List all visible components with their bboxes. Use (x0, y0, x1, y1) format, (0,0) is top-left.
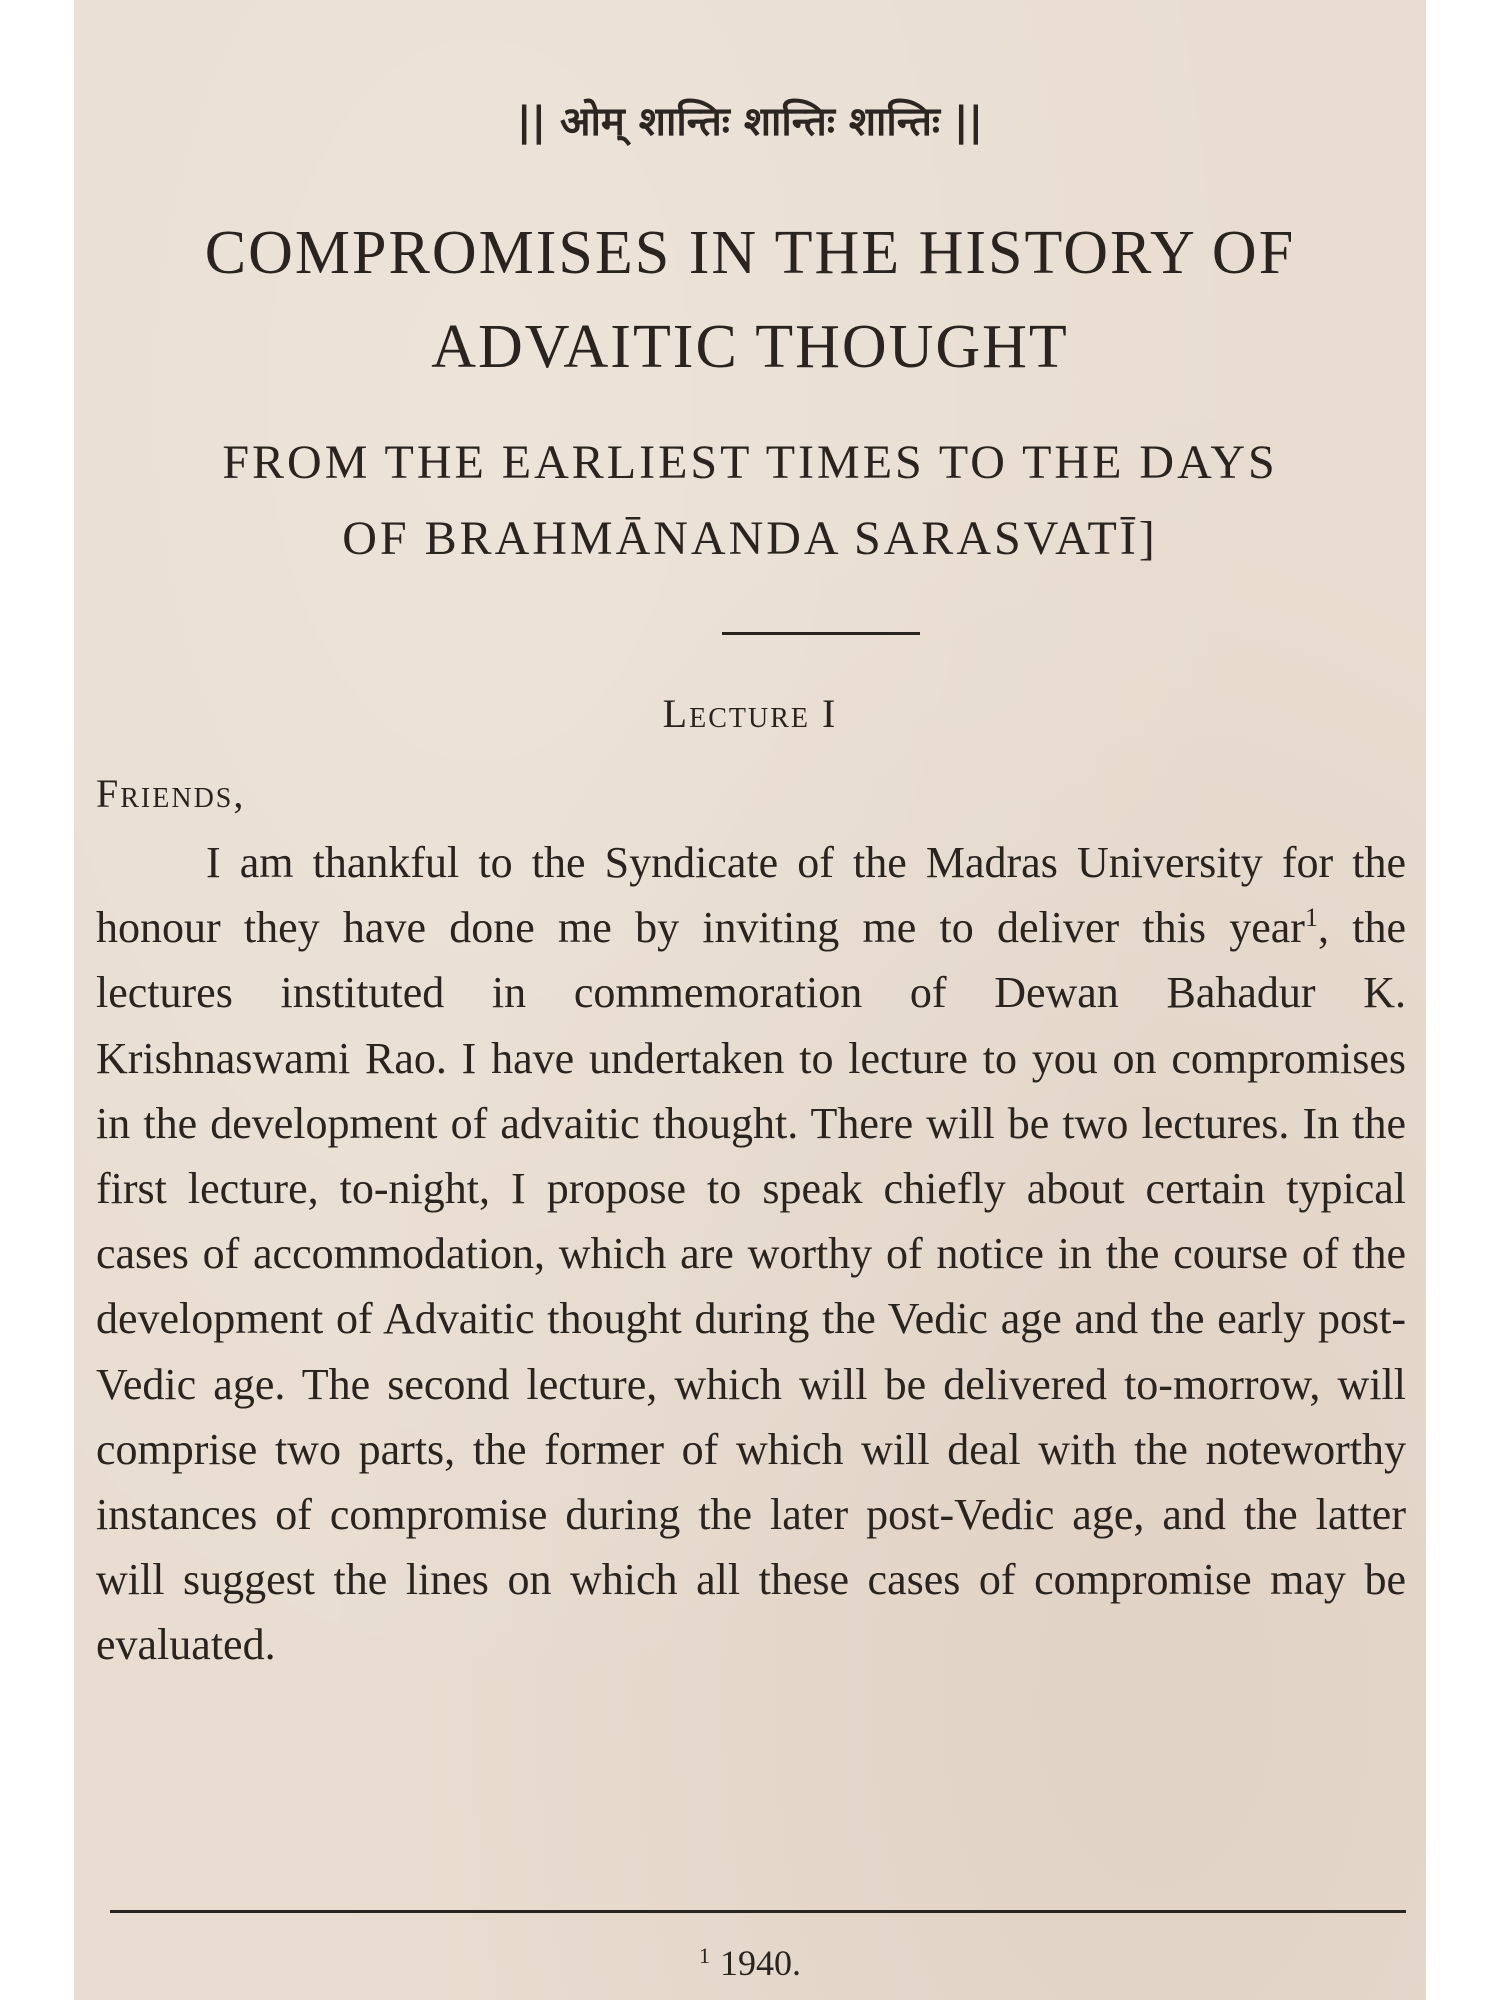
page-subtitle (94, 425, 1406, 577)
book-page (74, 0, 1426, 2000)
footnote-mark: 1 (699, 1943, 710, 1968)
body-paragraph (96, 830, 1406, 1678)
lecture-body (96, 830, 1406, 1678)
title-line-1: COMPROMISES IN THE HISTORY OF (204, 219, 1296, 287)
sanskrit-invocation: || ओम् शान्तिः शान्तिः शान्तिः || (516, 99, 984, 145)
lecture-heading: Lecture I (662, 691, 838, 736)
subtitle-line-2: OF BRAHMĀNANDA SARASVATĪ] (342, 512, 1158, 565)
footnote-text: 1940. (720, 1943, 801, 1983)
section-divider (722, 632, 920, 635)
body-text-part-2: , the lectures instituted in commemoration of Dewan Bahadur K. Krishnaswami Rao. I have undertaken to lecture to you on compromises in the development of advaitic thought. There will be two lectures. In the first lecture, to-night, I propose to speak chiefly about certain typical cases of accommodation, which are worthy of notice in the course of the development of Advaitic thought during the Vedic age and the early post-Vedic age. The second lecture, which will be delivered to-morrow, will comprise two parts, the former of which will deal with the noteworthy instances of compromise during the later post-Vedic age, and the latter will suggest the lines on which all these cases of compromise may be evaluated. (96, 903, 1406, 1670)
subtitle-line-1: FROM THE EARLIEST TIMES TO THE DAYS (222, 436, 1278, 489)
body-text-part-1: I am thankful to the Syndicate of the Madras University for the honour they have done me by inviting me to deliver this year (96, 838, 1406, 953)
footnote-divider (110, 1910, 1406, 1913)
title-line-2: ADVAITIC THOUGHT (431, 313, 1069, 381)
page-title (94, 206, 1406, 394)
footnote-reference: 1 (1304, 903, 1318, 933)
footnote (74, 1942, 1426, 1984)
salutation: Friends, (96, 771, 246, 816)
